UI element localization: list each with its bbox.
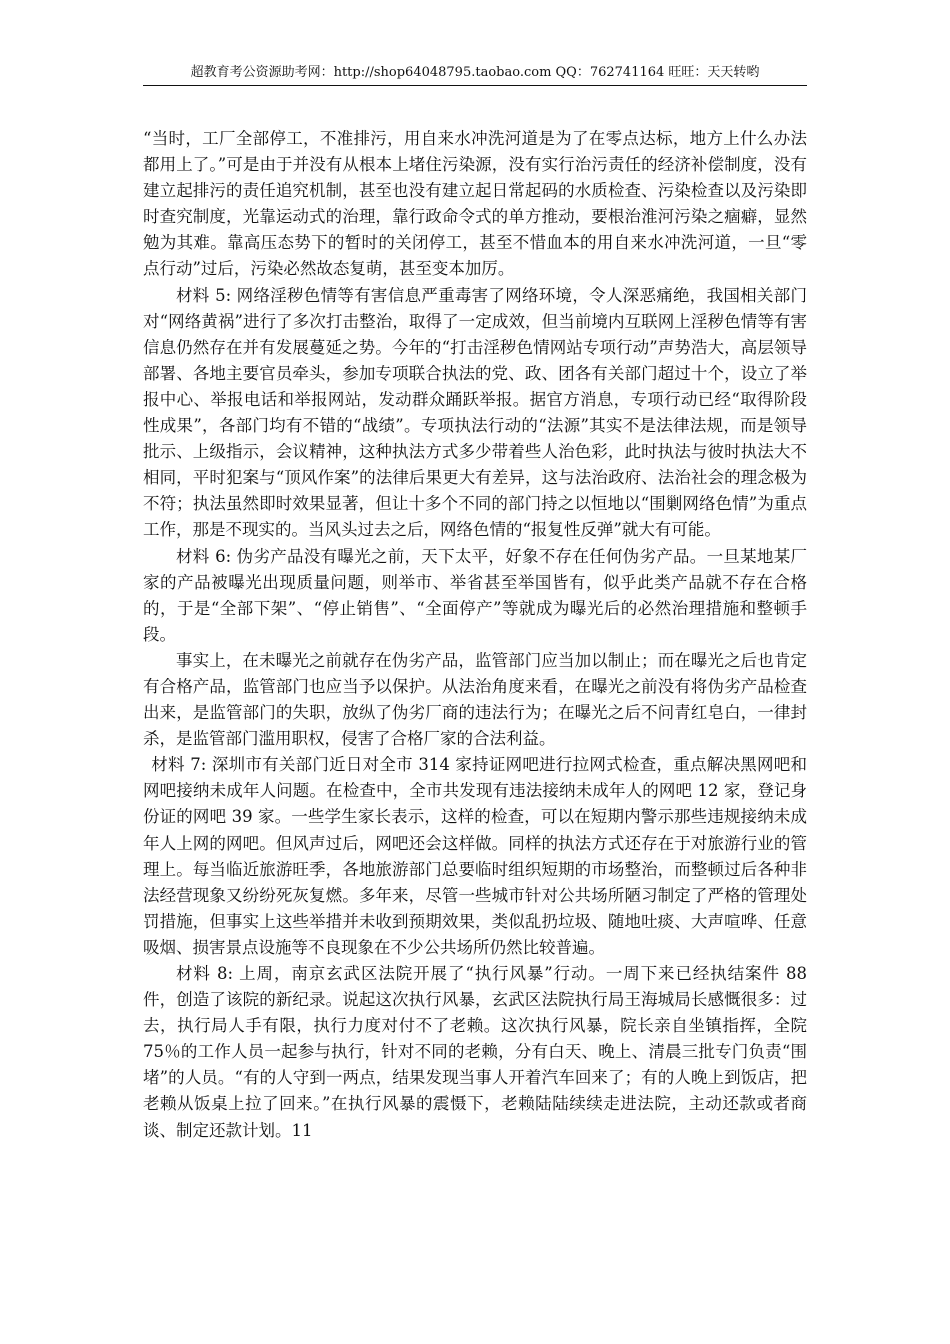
paragraph-continuation: “当时，工厂全部停工，不准排污，用自来水冲洗河道是为了在零点达标，地方上什么办法都用上了。”可是由于并没有从根本上堵住污染源，没有实行治污责任的经济补偿制度，没有建立起排污的责任追究机制，甚至也没有建立起日常起码的水质检查、污染检查以及污染即时查究制度，光靠运动式的治理，靠行政命令式的单方推动，要根治淮河污染之痼癖，显然勉为其难。靠高压态势下的暂时的关闭停工，甚至不惜血本的用自来水冲洗河道，一旦“零点行动”过后，污染必然故态复萌，甚至变本加厉。	[143, 129, 807, 279]
paragraph-material-8: 材料 8: 上周，南京玄武区法院开展了“执行风暴”行动。一周下来已经执结案件 88 件，创造了该院的新纪录。说起这次执行风暴，玄武区法院执行局王海城局长感慨很多：过去，执行局人手有限，执行力度对付不了老赖。这次执行风暴，院长亲自坐镇指挥，全院 75％的工作人员一起参与执行，针对不同的老赖，分有白天、晚上、清晨三批专门负责“围堵”的人员。“有的人守到一两点，结果发现当事人开着汽车回来了；有的人晚上到饭店，把老赖从饭桌上拉了回来。”在执行风暴的震慑下，老赖陆陆续续走进法院，主动还款或者商谈、制定还款计划。11	[143, 964, 807, 1140]
paragraph-material-7: 材料 7: 深圳市有关部门近日对全市 314 家持证网吧进行拉网式检查，重点解决黑网吧和网吧接纳未成年人问题。在检查中，全市共发现有违法接纳未成年人的网吧 12 家，登记身份证的网吧 39 家。一些学生家长表示，这样的检查，可以在短期内警示那些违规接纳未成年人上网的网吧。但风声过后，网吧还会这样做。同样的执法方式还存在于对旅游行业的管理上。每当临近旅游旺季，各地旅游部门总要临时组织短期的市场整治，而整顿过后各种非法经营现象又纷纷死灰复燃。多年来，尽管一些城市针对公共场所陋习制定了严格的管理处罚措施，但事实上这些举措并未收到预期效果，类似乱扔垃圾、随地吐痰、大声喧哗、任意吸烟、损害景点设施等不良现象在不少公共场所仍然比较普遍。	[143, 755, 807, 957]
header-divider	[143, 85, 807, 86]
paragraph-material-6-continued: 事实上，在未曝光之前就存在伪劣产品，监管部门应当加以制止；而在曝光之后也肯定有合格产品，监管部门也应当予以保护。从法治角度来看，在曝光之前没有将伪劣产品检查出来，是监管部门的失职，放纵了伪劣厂商的违法行为；在曝光之后不问青红皂白，一律封杀，是监管部门滥用职权，侵害了合格厂家的合法利益。	[143, 650, 807, 749]
page-header: 超教育考公资源助考网：http://shop64048795.taobao.com QQ：762741164 旺旺：天天转哟	[190, 65, 760, 80]
paragraph-material-6: 材料 6: 伪劣产品没有曝光之前，天下太平，好象不存在任何伪劣产品。一旦某地某厂家的产品被曝光出现质量问题，则举市、举省甚至举国皆有，似乎此类产品就不存在合格的，于是“全部下架”、“停止销售”、“全面停产”等就成为曝光后的必然治理措施和整顿手段。	[143, 546, 807, 644]
document-body	[143, 126, 807, 1144]
paragraph-material-5: 材料 5: 网络淫秽色情等有害信息严重毒害了网络环境，令人深恶痛绝，我国相关部门对“网络黄祸”进行了多次打击整治，取得了一定成效，但当前境内互联网上淫秽色情等有害信息仍然存在并有发展蔓延之势。今年的“打击淫秽色情网站专项行动”声势浩大，高层领导部署、各地主要官员牵头，参加专项联合执法的党、政、团各有关部门超过十个，设立了举报中心、举报电话和举报网站，发动群众踊跃举报。据官方消息，专项行动已经“取得阶段性成果”，各部门均有不错的“战绩”。专项执法行动的“法源”其实不是法律法规，而是领导批示、上级指示，会议精神，这种执法方式多少带着些人治色彩，此时执法与彼时执法大不相同，平时犯案与“顶风作案”的法律后果更大有差异，这与法治政府、法治社会的理念极为不符；执法虽然即时效果显著，但让十多个不同的部门持之以恒地以“围剿网络色情”为重点工作，那是不现实的。当风头过去之后，网络色情的“报复性反弹”就大有可能。	[143, 285, 807, 540]
